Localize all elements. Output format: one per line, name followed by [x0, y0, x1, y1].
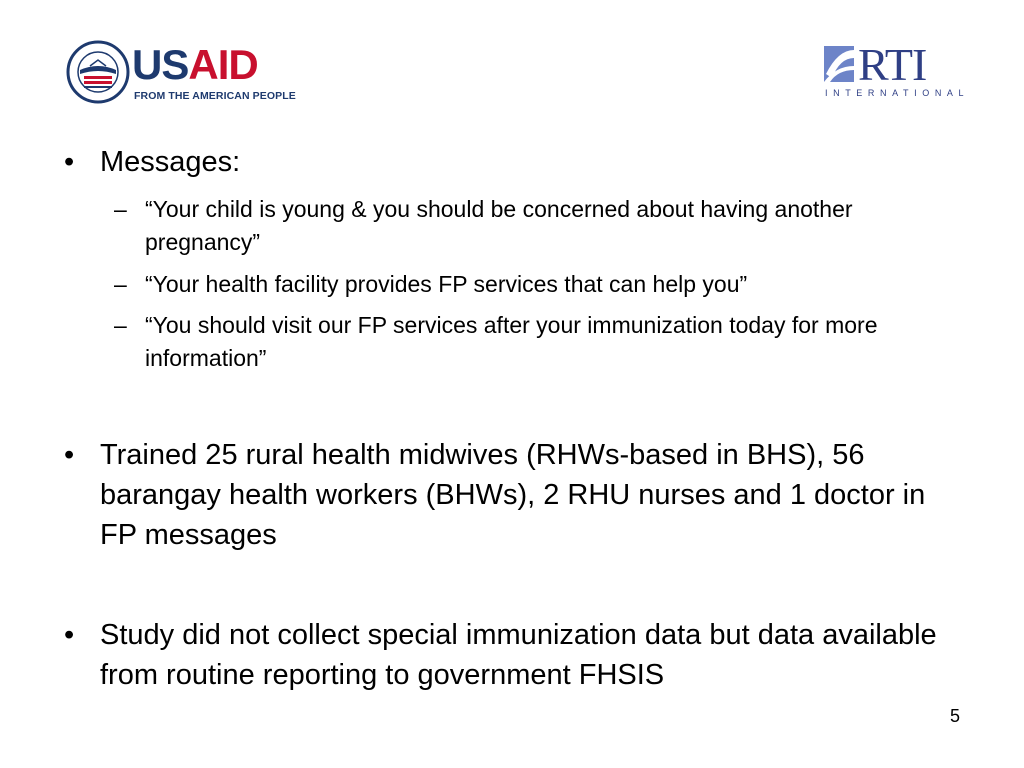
sub-bullet-text: “Your health facility provides FP services that can help you”: [145, 271, 748, 297]
bullet-marker: •: [64, 619, 75, 651]
sub-bullet-text: “You should visit our FP services after your immunization today for more information”: [145, 312, 878, 371]
bullet-marker: •: [64, 146, 75, 178]
sub-bullet-marker: –: [114, 196, 127, 222]
page-number: 5: [950, 706, 961, 726]
bullet-text: Messages:: [100, 146, 241, 178]
rti-subtitle: INTERNATIONAL: [825, 88, 970, 98]
bullet-text: Study did not collect special immunization data but data available from routine reporting to government FHSIS: [100, 619, 937, 691]
usaid-wordmark: USAID: [132, 41, 258, 88]
bullet-text: Trained 25 rural health midwives (RHWs-based in BHS), 56 barangay health workers (BHWs), 2 RHU nurses and 1 doctor in FP messages: [100, 439, 926, 551]
usaid-tagline: FROM THE AMERICAN PEOPLE: [134, 90, 296, 102]
bullet-marker: •: [64, 439, 75, 471]
sub-bullet-text: “Your child is young & you should be concerned about having another pregnancy”: [145, 196, 853, 255]
sub-bullet-marker: –: [114, 312, 127, 338]
sub-bullet-marker: –: [114, 271, 127, 297]
rti-wordmark: RTI: [858, 39, 927, 90]
